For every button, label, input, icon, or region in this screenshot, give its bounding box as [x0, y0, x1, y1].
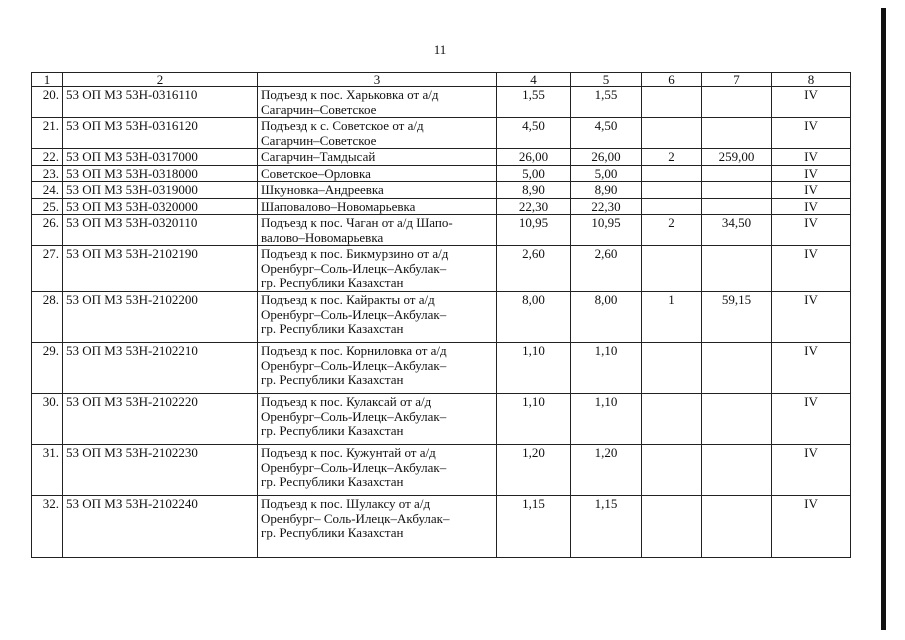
extra-length-value: 59,15: [702, 292, 772, 343]
row-number: 32.: [32, 496, 63, 558]
extra-length-value: [702, 87, 772, 118]
road-name-line: гр. Республики Казахстан: [261, 423, 404, 438]
count-value: [642, 182, 702, 199]
column-header: 7: [702, 73, 772, 87]
length-value-2: 8,90: [571, 182, 642, 199]
row-number: 21.: [32, 118, 63, 149]
road-name-line: Подъезд к пос. Бикмурзино от а/д: [261, 246, 449, 261]
category-value: IV: [772, 445, 851, 496]
column-header: 4: [497, 73, 571, 87]
table-row: [32, 215, 851, 246]
road-name: [258, 87, 497, 118]
extra-length-value: [702, 118, 772, 149]
road-name: [258, 118, 497, 149]
road-code: 53 ОП МЗ 53Н-0316110: [63, 87, 258, 118]
extra-length-value: 34,50: [702, 215, 772, 246]
table-row: [32, 182, 851, 199]
count-value: [642, 246, 702, 292]
road-code: 53 ОП МЗ 53Н-2102210: [63, 343, 258, 394]
category-value: IV: [772, 87, 851, 118]
row-number: 25.: [32, 198, 63, 215]
road-name-line: Подъезд к пос. Кулаксай от а/д: [261, 394, 432, 409]
road-name-line: Советское–Орловка: [261, 165, 371, 181]
road-name-line: Подъезд к пос. Чаган от а/д Шапо-: [261, 215, 453, 230]
category-value: IV: [772, 198, 851, 215]
road-code: 53 ОП МЗ 53Н-2102190: [63, 246, 258, 292]
row-number: 24.: [32, 182, 63, 199]
road-name-line: Сагарчин–Тамдысай: [261, 149, 376, 164]
row-number: 31.: [32, 445, 63, 496]
count-value: [642, 198, 702, 215]
road-name-line: Подъезд к пос. Шулаксу от а/д: [261, 496, 431, 511]
column-number-row: [32, 73, 851, 87]
length-value-2: 2,60: [571, 246, 642, 292]
length-value-2: 10,95: [571, 215, 642, 246]
length-value-2: 1,20: [571, 445, 642, 496]
length-value: 10,95: [497, 215, 571, 246]
road-name-line: Оренбург– Соль-Илецк–Акбулак–: [261, 510, 450, 526]
road-name-line: Сагарчин–Советское: [261, 132, 377, 148]
road-name-line: гр. Республики Казахстан: [261, 321, 404, 336]
road-code: 53 ОП МЗ 53Н-0318000: [63, 165, 258, 182]
row-number: 28.: [32, 292, 63, 343]
road-code: 53 ОП МЗ 53Н-2102240: [63, 496, 258, 558]
length-value-2: 1,55: [571, 87, 642, 118]
road-name: [258, 343, 497, 394]
length-value-2: 4,50: [571, 118, 642, 149]
count-value: [642, 394, 702, 445]
road-name-line: Подъезд к пос. Кайракты от а/д: [261, 292, 435, 307]
count-value: [642, 343, 702, 394]
extra-length-value: [702, 198, 772, 215]
length-value-2: 5,00: [571, 165, 642, 182]
table-body: [32, 87, 851, 558]
category-value: IV: [772, 394, 851, 445]
extra-length-value: [702, 343, 772, 394]
road-name-line: Шаповалово–Новомарьевка: [261, 198, 416, 214]
road-name-line: гр. Республики Казахстан: [261, 275, 404, 290]
count-value: [642, 496, 702, 558]
road-name: [258, 292, 497, 343]
category-value: IV: [772, 215, 851, 246]
category-value: IV: [772, 182, 851, 199]
road-code: 53 ОП МЗ 53Н-0317000: [63, 149, 258, 166]
road-name-line: Подъезд к пос. Корниловка от а/д: [261, 343, 447, 358]
road-name-line: Оренбург–Соль-Илецк–Акбулак–: [261, 306, 447, 322]
category-value: IV: [772, 149, 851, 166]
count-value: [642, 165, 702, 182]
length-value: 5,00: [497, 165, 571, 182]
road-code: 53 ОП МЗ 53Н-2102220: [63, 394, 258, 445]
length-value: 1,15: [497, 496, 571, 558]
table-row: [32, 87, 851, 118]
extra-length-value: [702, 394, 772, 445]
road-name-line: гр. Республики Казахстан: [261, 525, 404, 540]
column-header: 5: [571, 73, 642, 87]
length-value-2: 26,00: [571, 149, 642, 166]
table-row: [32, 118, 851, 149]
category-value: IV: [772, 118, 851, 149]
length-value-2: 22,30: [571, 198, 642, 215]
road-name-line: Подъезд к пос. Кужунтай от а/д: [261, 445, 436, 460]
extra-length-value: [702, 445, 772, 496]
page-number: 11: [433, 42, 447, 57]
road-name: [258, 246, 497, 292]
table-row: [32, 198, 851, 215]
row-number: 27.: [32, 246, 63, 292]
table-row: [32, 165, 851, 182]
table-row: [32, 496, 851, 558]
length-value-2: 1,15: [571, 496, 642, 558]
road-code: 53 ОП МЗ 53Н-0316120: [63, 118, 258, 149]
road-name-line: Сагарчин–Советское: [261, 101, 377, 117]
road-name: [258, 215, 497, 246]
extra-length-value: [702, 246, 772, 292]
row-number: 22.: [32, 149, 63, 166]
extra-length-value: 259,00: [702, 149, 772, 166]
road-name: [258, 445, 497, 496]
road-code: 53 ОП МЗ 53Н-0320110: [63, 215, 258, 246]
length-value: 8,00: [497, 292, 571, 343]
row-number: 20.: [32, 87, 63, 118]
road-name: [258, 182, 497, 199]
road-name: [258, 149, 497, 166]
table-row: [32, 246, 851, 292]
row-number: 29.: [32, 343, 63, 394]
count-value: 1: [642, 292, 702, 343]
length-value: 8,90: [497, 182, 571, 199]
road-name-line: Оренбург–Соль-Илецк–Акбулак–: [261, 408, 447, 424]
road-name-line: Оренбург–Соль-Илецк–Акбулак–: [261, 459, 447, 475]
count-value: [642, 445, 702, 496]
table-row: [32, 343, 851, 394]
row-number: 23.: [32, 165, 63, 182]
length-value: 2,60: [497, 246, 571, 292]
length-value: 4,50: [497, 118, 571, 149]
category-value: IV: [772, 246, 851, 292]
road-name-line: гр. Республики Казахстан: [261, 474, 404, 489]
table-row: [32, 149, 851, 166]
roads-table: [31, 72, 851, 558]
road-name: [258, 394, 497, 445]
road-code: 53 ОП МЗ 53Н-2102230: [63, 445, 258, 496]
length-value: 1,10: [497, 343, 571, 394]
count-value: 2: [642, 149, 702, 166]
extra-length-value: [702, 496, 772, 558]
road-name-line: Подъезд к пос. Харьковка от а/д: [261, 87, 439, 102]
column-header: 8: [772, 73, 851, 87]
row-number: 26.: [32, 215, 63, 246]
length-value-2: 1,10: [571, 343, 642, 394]
length-value: 1,55: [497, 87, 571, 118]
road-name-line: гр. Республики Казахстан: [261, 372, 404, 387]
extra-length-value: [702, 165, 772, 182]
category-value: IV: [772, 496, 851, 558]
count-value: 2: [642, 215, 702, 246]
length-value-2: 1,10: [571, 394, 642, 445]
road-name-line: Оренбург–Соль-Илецк–Акбулак–: [261, 260, 447, 276]
length-value: 26,00: [497, 149, 571, 166]
road-code: 53 ОП МЗ 53Н-0320000: [63, 198, 258, 215]
road-name-line: Оренбург–Соль-Илецк–Акбулак–: [261, 357, 447, 373]
road-name-line: Шкуновка–Андреевка: [261, 182, 384, 197]
category-value: IV: [772, 292, 851, 343]
column-header: 1: [32, 73, 63, 87]
count-value: [642, 87, 702, 118]
road-name: [258, 165, 497, 182]
column-header: 2: [63, 73, 258, 87]
road-code: 53 ОП МЗ 53Н-2102200: [63, 292, 258, 343]
road-name-line: валово–Новомарьевка: [261, 229, 384, 245]
table-row: [32, 445, 851, 496]
column-header: 6: [642, 73, 702, 87]
count-value: [642, 118, 702, 149]
road-name: [258, 198, 497, 215]
length-value: 1,20: [497, 445, 571, 496]
road-name-line: Подъезд к с. Советское от а/д: [261, 118, 424, 133]
scan-edge-bar: [881, 8, 886, 630]
category-value: IV: [772, 343, 851, 394]
length-value-2: 8,00: [571, 292, 642, 343]
category-value: IV: [772, 165, 851, 182]
table-row: [32, 394, 851, 445]
length-value: 22,30: [497, 198, 571, 215]
row-number: 30.: [32, 394, 63, 445]
column-header: 3: [258, 73, 497, 87]
length-value: 1,10: [497, 394, 571, 445]
extra-length-value: [702, 182, 772, 199]
table-row: [32, 292, 851, 343]
road-name: [258, 496, 497, 558]
road-code: 53 ОП МЗ 53Н-0319000: [63, 182, 258, 199]
